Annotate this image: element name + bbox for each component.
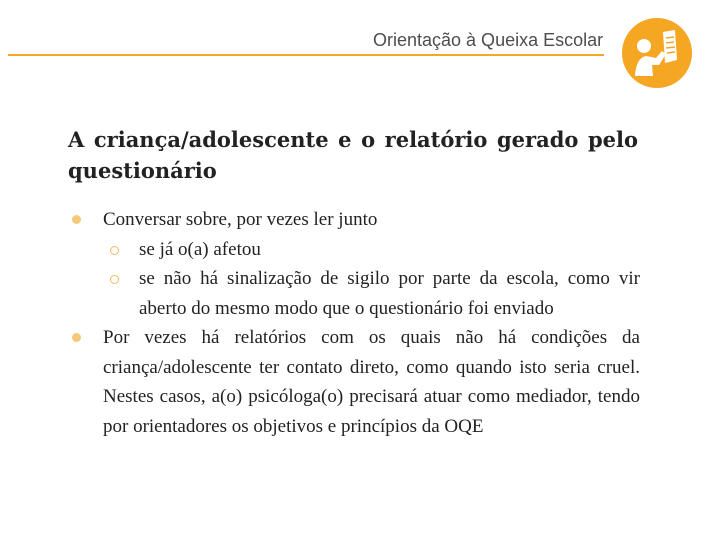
header-divider <box>8 54 604 56</box>
sub-bullet-item <box>72 264 640 323</box>
bullet-dot-icon <box>72 333 81 342</box>
bullet-text: Por vezes há relatórios com os quais não há condições da criança/adolescente ter contato direto, como quando isto seria cruel. Nestes casos, a(o) psicóloga(o) precisará atuar como mediador, tendo por orientadores os objetivos e princípios da OQE <box>103 327 640 437</box>
hollow-circle-icon <box>110 246 119 255</box>
bullet-text: Conversar sobre, por vezes ler junto <box>103 209 378 230</box>
hollow-circle-icon <box>110 275 119 284</box>
sub-bullet-text: se já o(a) afetou <box>139 238 261 260</box>
slide-title: A criança/adolescente e o relatório gerado pelo questionário <box>68 127 638 183</box>
header-title: Orientação à Queixa Escolar <box>373 30 604 50</box>
bullet-item <box>72 323 640 441</box>
sub-bullet-text: se não há sinalização de sigilo por parte da escola, como vir aberto do mesmo modo que o questionário foi enviado <box>139 268 640 319</box>
bullet-dot-icon <box>72 215 81 224</box>
person-reading-icon <box>622 18 692 88</box>
bullet-list <box>72 205 640 441</box>
sub-bullet-item <box>72 235 640 265</box>
bullet-item <box>72 205 640 235</box>
